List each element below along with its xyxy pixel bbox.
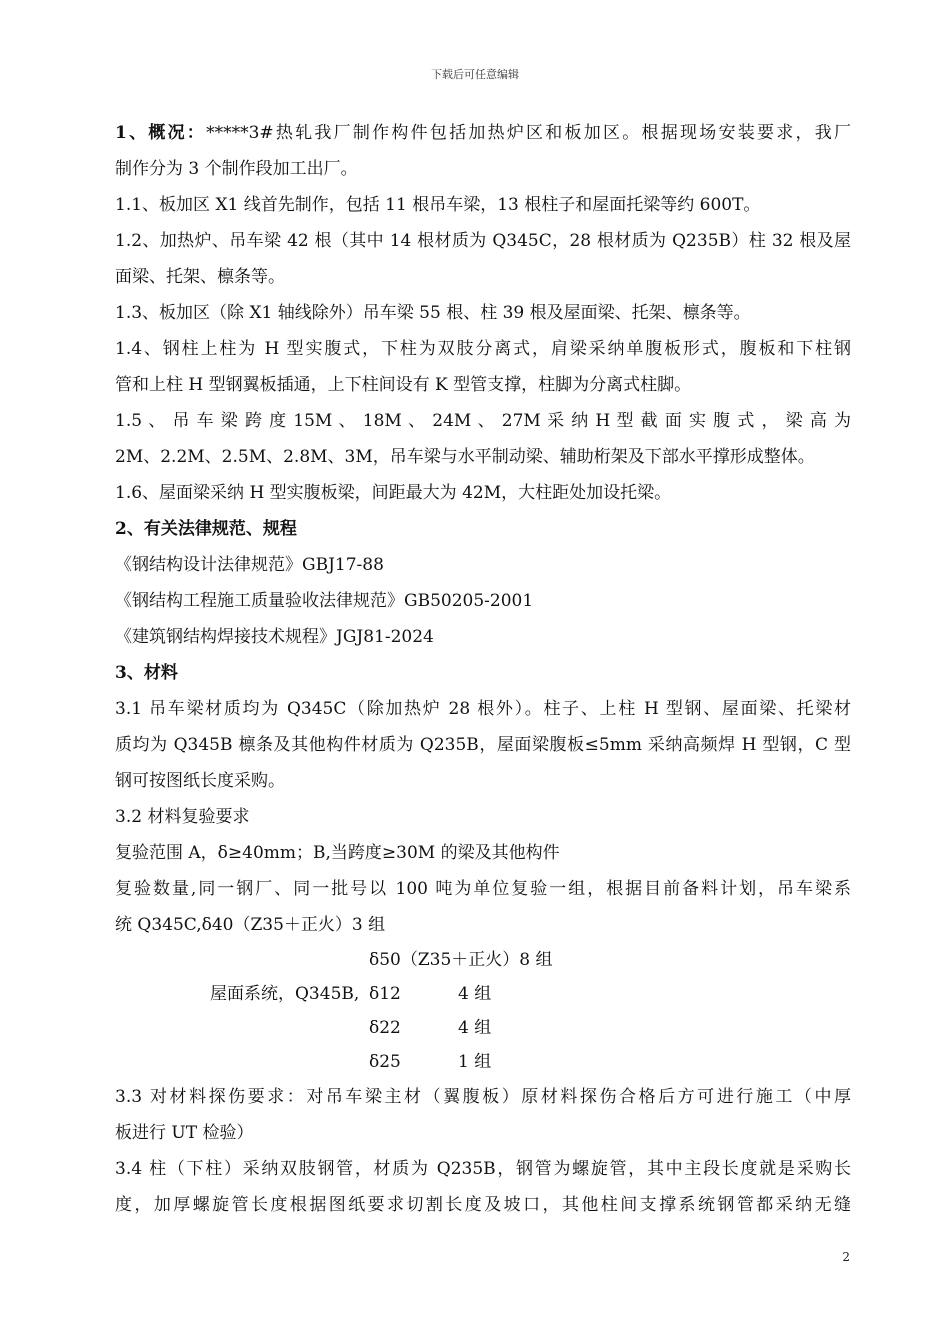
item-1-4-line-2: 管和上柱 H 型钢翼板插通，上下柱间设有 K 型管支撑，柱脚为分离式柱脚。 — [115, 375, 692, 395]
material-count: 4 组 — [458, 1018, 492, 1038]
reference-2: 《钢结构工程施工质量验收法律规范》GB50205-2001 — [115, 591, 534, 611]
material-label: 屋面系统，Q345B, — [210, 984, 360, 1004]
overview-line-1 — [115, 115, 851, 151]
overview-line-2: 制作分为 3 个制作段加工出厂。 — [115, 159, 358, 179]
item-1-4-line-1: 1.4、钢柱上柱为 H 型实腹式，下柱为双肢分离式，肩梁采纳单腹板形式，腹板和下柱钢 — [115, 339, 851, 359]
item-3-3-line-2: 板进行 UT 检验） — [115, 1123, 254, 1143]
material-row-4 — [115, 1045, 851, 1079]
item-1-5-line-2: 2M、2.2M、2.5M、2.8M、3M，吊车梁与水平制动梁、辅助桁架及下部水平撑形成整体。 — [115, 447, 815, 467]
item-3-3-line-1: 3.3 对材料探伤要求：对吊车梁主材（翼腹板）原材料探伤合格后方可进行施工（中厚 — [115, 1087, 851, 1107]
material-spec: δ22 — [369, 1018, 401, 1038]
overview-text: *****3#热轧我厂制作构件包括加热炉区和板加区。根据现场安装要求，我厂 — [206, 123, 851, 143]
retest-quantity-line-1: 复验数量,同一钢厂、同一批号以 100 吨为单位复验一组，根据目前备料计划，吊车梁系 — [115, 879, 851, 899]
page-number: 2 — [842, 1250, 850, 1264]
retest-scope: 复验范围 A，δ≥40mm；B,当跨度≥30M 的梁及其他构件 — [115, 843, 560, 863]
document-body — [115, 115, 851, 1223]
retest-quantity-line-2: 统 Q345C,δ40（Z35＋正火）3 组 — [115, 915, 386, 935]
material-row-1 — [115, 943, 851, 977]
material-spec: δ50（Z35＋正火）8 组 — [369, 950, 553, 970]
item-1-2-line-1: 1.2、加热炉、吊车梁 42 根（其中 14 根材质为 Q345C，28 根材质为 Q235B）柱 32 根及屋 — [115, 231, 851, 251]
item-3-1-line-1: 3.1 吊车梁材质均为 Q345C（除加热炉 28 根外）。柱子、上柱 H 型钢、屋面梁、托梁材 — [115, 699, 851, 719]
item-3-4-line-1: 3.4 柱（下柱）采纳双肢钢管，材质为 Q235B，钢管为螺旋管，其中主段长度就是采购长 — [115, 1159, 851, 1179]
material-spec: δ25 — [369, 1052, 401, 1072]
section-2-heading: 2、有关法律规范、规程 — [115, 519, 297, 539]
reference-1: 《钢结构设计法律规范》GBJ17-88 — [115, 555, 384, 575]
section-3-heading: 3、材料 — [115, 663, 178, 683]
material-spec: δ12 — [369, 984, 401, 1004]
item-1-6: 1.6、屋面梁采纳 H 型实腹板梁，间距最大为 42M，大柱距处加设托梁。 — [115, 483, 672, 503]
item-3-1-line-3: 钢可按图纸长度采购。 — [115, 771, 285, 791]
item-1-5-line-1: 1.5 、 吊 车 梁 跨 度 15M 、 18M 、 24M 、 27M 采 纳 H 型 截 面 实 腹 式 ， 梁 高 为 — [115, 411, 851, 431]
page-header: 下载后可任意编辑 — [431, 68, 519, 81]
material-count: 1 组 — [458, 1052, 492, 1072]
item-1-2-line-2: 面梁、托架、檩条等。 — [115, 267, 285, 287]
reference-3: 《建筑钢结构焊接技术规程》JGJ81-2024 — [115, 627, 434, 647]
item-1-1: 1.1、板加区 X1 线首先制作，包括 11 根吊车梁，13 根柱子和屋面托梁等约 600T。 — [115, 195, 761, 215]
material-count: 4 组 — [458, 984, 492, 1004]
item-3-1-line-2: 质均为 Q345B 檩条及其他构件材质为 Q235B，屋面梁腹板≤5mm 采纳高频焊 H 型钢，C 型 — [115, 735, 851, 755]
section-1-heading: 1、概况： — [115, 123, 207, 143]
material-row-2 — [115, 977, 851, 1011]
item-3-4-line-2: 度，加厚螺旋管长度根据图纸要求切割长度及坡口，其他柱间支撑系统钢管都采纳无缝 — [115, 1195, 851, 1215]
material-row-3 — [115, 1011, 851, 1045]
item-1-3: 1.3、板加区（除 X1 轴线除外）吊车梁 55 根、柱 39 根及屋面梁、托架、檩条等。 — [115, 303, 751, 323]
item-3-2-title: 3.2 材料复验要求 — [115, 807, 250, 827]
